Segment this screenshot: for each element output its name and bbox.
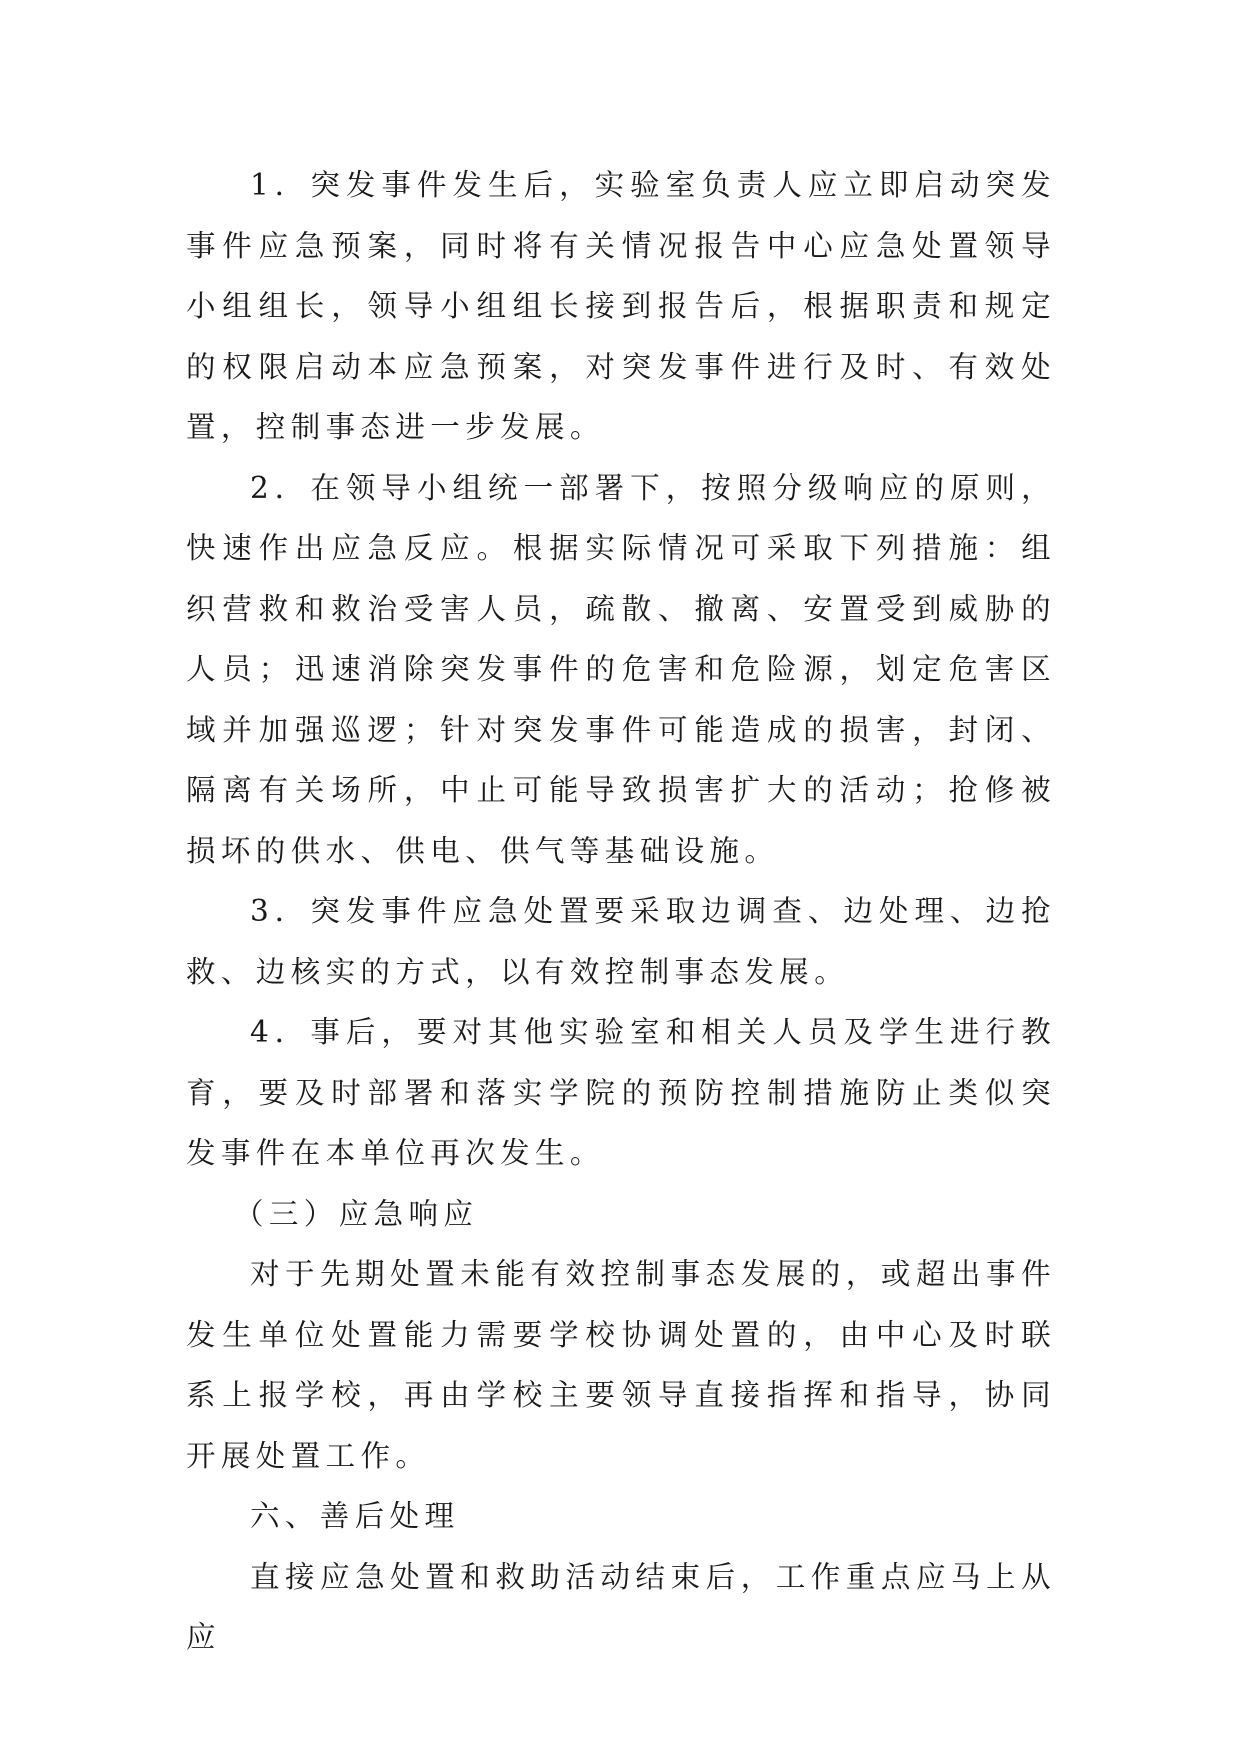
section-heading-emergency-response: （三）应急响应 [234, 1196, 479, 1231]
paragraph-3: 3．突发事件应急处置要采取边调查、边处理、边抢救、边核实的方式，以有效控制事态发展。 [186, 894, 1056, 989]
paragraph-4: 4．事后，要对其他实验室和相关人员及学生进行教育，要及时部署和落实学院的预防控制措施防止类似突发事件在本单位再次发生。 [186, 1015, 1056, 1170]
paragraph-aftermath: 直接应急处置和救助活动结束后，工作重点应马上从应 [186, 1559, 1056, 1654]
paragraph-2: 2．在领导小组统一部署下，按照分级响应的原则，快速作出应急反应。根据实际情况可采取下列措施：组织营救和救治受害人员，疏散、撤离、安置受到威胁的人员；迅速消除突发事件的危害和危险源，划定危害区域并加强巡逻；针对突发事件可能造成的损害，封闭、隔离有关场所，中止可能导致损害扩大的活动；抢修被损坏的供水、供电、供气等基础设施。 [186, 470, 1056, 868]
document-body [186, 155, 1056, 1668]
paragraph-emergency-response: 对于先期处置未能有效控制事态发展的，或超出事件发生单位处置能力需要学校协调处置的，由中心及时联系上报学校，再由学校主要领导直接指挥和指导，协同开展处置工作。 [186, 1257, 1056, 1473]
section-heading-aftermath: 六、善后处理 [250, 1499, 460, 1533]
paragraph-1: 1．突发事件发生后，实验室负责人应立即启动突发事件应急预案，同时将有关情况报告中心应急处置领导小组组长，领导小组组长接到报告后，根据职责和规定的权限启动本应急预案，对突发事件进行及时、有效处置，控制事态进一步发展。 [186, 168, 1056, 444]
